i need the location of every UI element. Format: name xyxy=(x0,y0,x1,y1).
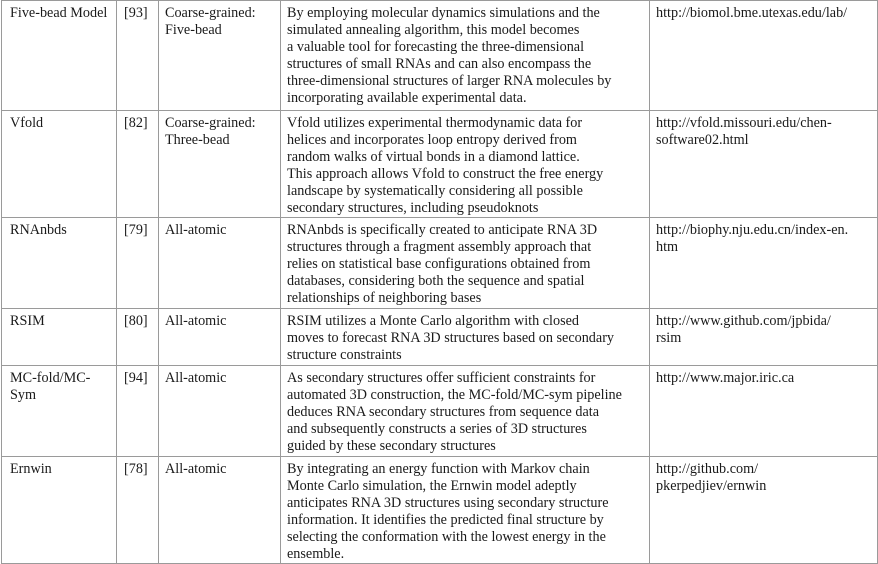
model-description: As secondary structures offer sufficient constraints for automated 3D construction, the MC-fold/MC-sym pipeline deduces RNA secondary structures from sequence data and subsequently constructs a series of 3D structures guided by these secondary structures xyxy=(281,366,650,457)
model-name: MC-fold/MC- Sym xyxy=(2,366,117,457)
table-row xyxy=(2,366,878,457)
table-row xyxy=(2,111,878,218)
table-row xyxy=(2,457,878,564)
model-type: All-atomic xyxy=(159,218,281,309)
reference-number: [82] xyxy=(117,111,159,218)
model-url[interactable]: http://biophy.nju.edu.cn/index-en. htm xyxy=(650,218,878,309)
model-name: Five-bead Model xyxy=(2,1,117,111)
model-description: Vfold utilizes experimental thermodynamic data for helices and incorporates loop entropy derived from random walks of virtual bonds in a diamond lattice. This approach allows Vfold to construct the free energy landscape by systematically considering all possible secondary structures, including pseudoknots xyxy=(281,111,650,218)
reference-number: [78] xyxy=(117,457,159,564)
model-type: All-atomic xyxy=(159,309,281,366)
model-type: Coarse-grained: Five-bead xyxy=(159,1,281,111)
model-name: RSIM xyxy=(2,309,117,366)
table-row xyxy=(2,1,878,111)
reference-number: [79] xyxy=(117,218,159,309)
reference-number: [80] xyxy=(117,309,159,366)
model-url[interactable]: http://www.github.com/jpbida/ rsim xyxy=(650,309,878,366)
model-url[interactable]: http://github.com/ pkerpedjiev/ernwin xyxy=(650,457,878,564)
model-description: RNAnbds is specifically created to anticipate RNA 3D structures through a fragment assembly approach that relies on statistical base configurations obtained from databases, considering both the sequence and spatial relationships of neighboring bases xyxy=(281,218,650,309)
model-url[interactable]: http://www.major.iric.ca xyxy=(650,366,878,457)
model-url[interactable]: http://vfold.missouri.edu/chen- software02.html xyxy=(650,111,878,218)
model-type: All-atomic xyxy=(159,457,281,564)
table-row xyxy=(2,309,878,366)
reference-number: [93] xyxy=(117,1,159,111)
model-name: Ernwin xyxy=(2,457,117,564)
reference-number: [94] xyxy=(117,366,159,457)
model-type: Coarse-grained: Three-bead xyxy=(159,111,281,218)
model-description: RSIM utilizes a Monte Carlo algorithm with closed moves to forecast RNA 3D structures based on secondary structure constraints xyxy=(281,309,650,366)
model-description: By employing molecular dynamics simulations and the simulated annealing algorithm, this model becomes a valuable tool for forecasting the three-dimensional structures of small RNAs and can also encompass the three-dimensional structures of larger RNA molecules by incorporating available experimental data. xyxy=(281,1,650,111)
rna-models-table xyxy=(1,0,878,564)
table-row xyxy=(2,218,878,309)
model-url[interactable]: http://biomol.bme.utexas.edu/lab/ xyxy=(650,1,878,111)
model-name: RNAnbds xyxy=(2,218,117,309)
model-description: By integrating an energy function with Markov chain Monte Carlo simulation, the Ernwin model adeptly anticipates RNA 3D structures using secondary structure information. It identifies the predicted final structure by selecting the conformation with the lowest energy in the ensemble. xyxy=(281,457,650,564)
model-name: Vfold xyxy=(2,111,117,218)
model-type: All-atomic xyxy=(159,366,281,457)
